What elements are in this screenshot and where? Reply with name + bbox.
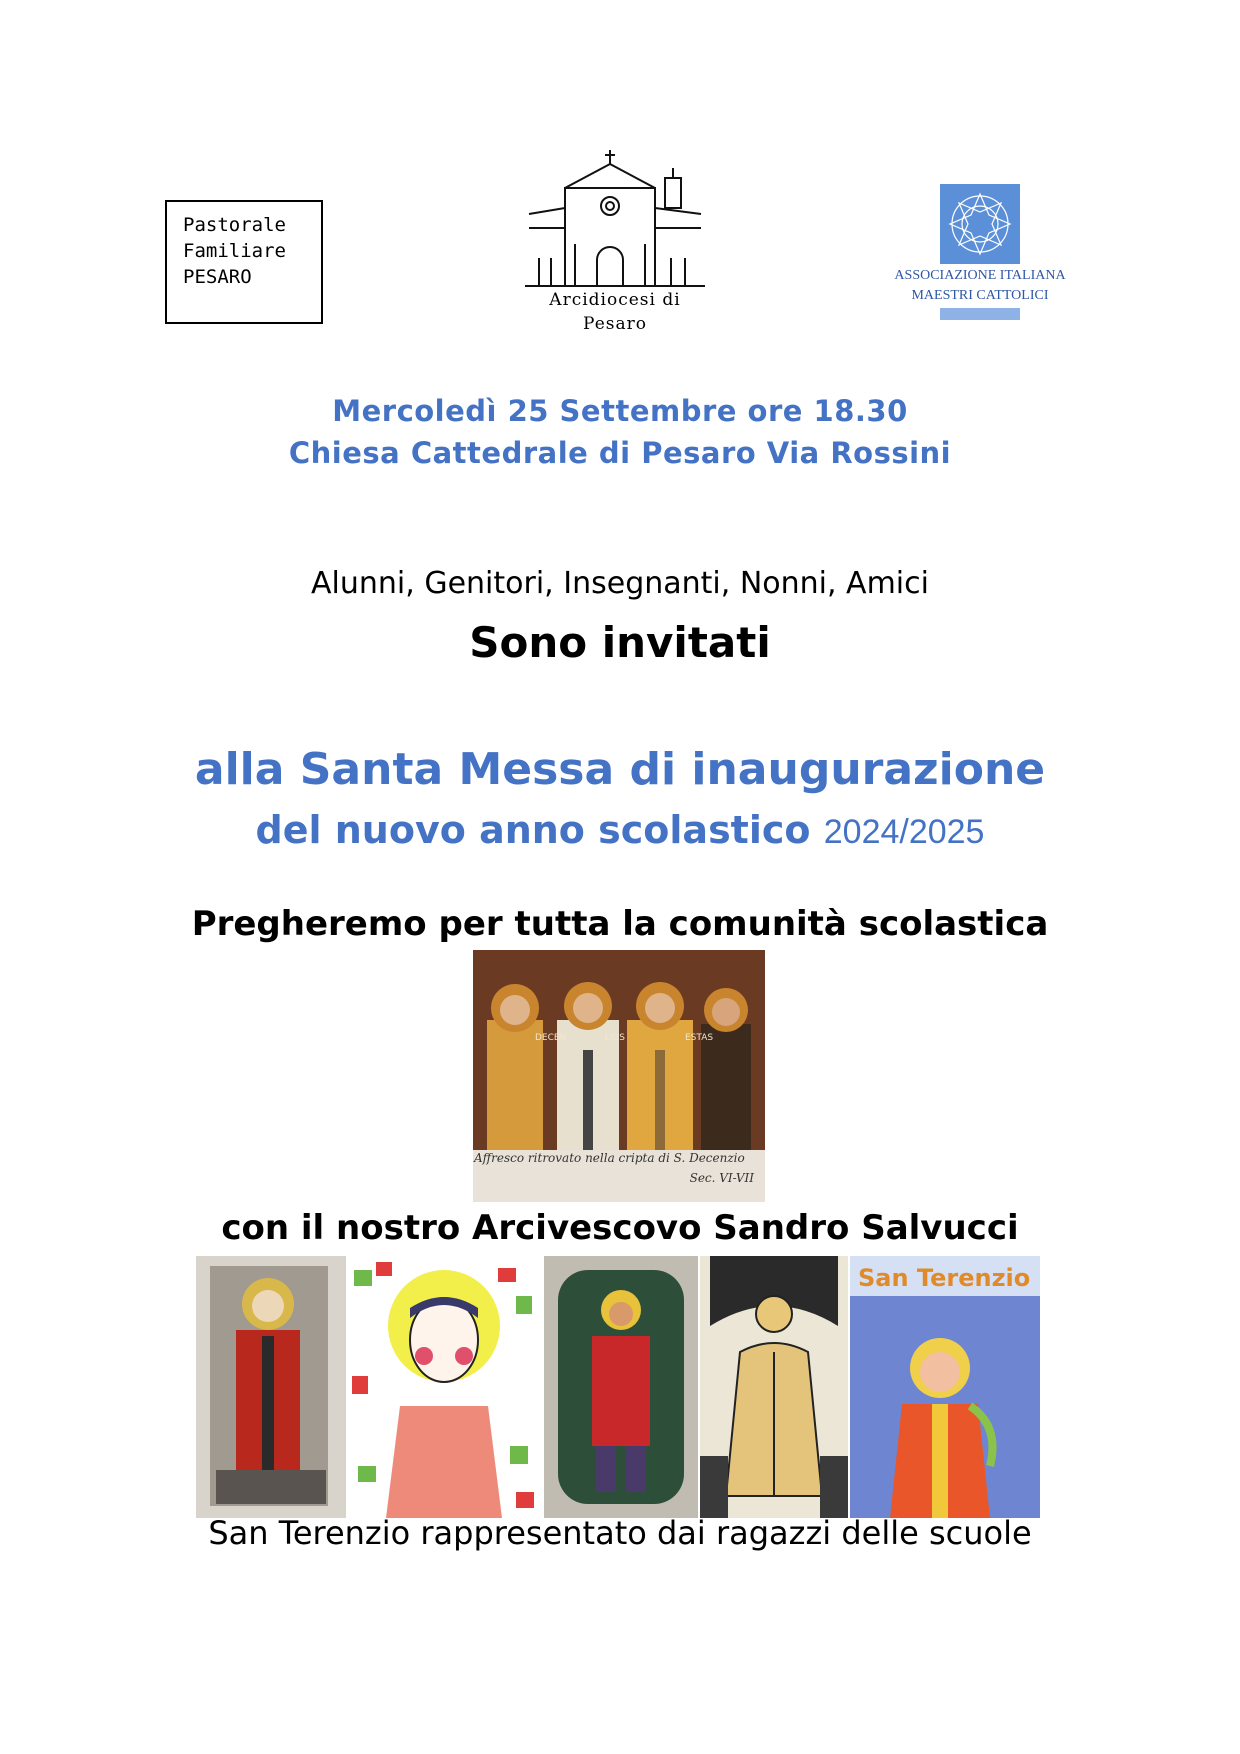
artwork-caption: San Terenzio rappresentato dai ragazzi delle scuole bbox=[208, 1514, 1032, 1552]
pastorale-line-1: Pastorale bbox=[183, 214, 286, 236]
aimc-bar bbox=[940, 308, 1020, 320]
fresco-label-3: ESTAS bbox=[685, 1033, 714, 1043]
aimc-label-1: ASSOCIAZIONE ITALIANA bbox=[894, 268, 1066, 283]
bishop-line: con il nostro Arcivescovo Sandro Salvucci bbox=[221, 1208, 1019, 1248]
event-date-time: Mercoledì 25 Settembre ore 18.30 bbox=[332, 394, 908, 428]
pastorale-line-2: Familiare bbox=[183, 240, 286, 262]
audience-line: Alunni, Genitori, Insegnanti, Nonni, Amici bbox=[311, 566, 929, 601]
fresco-caption-line-1: Affresco ritrovato nella cripta di S. Decenzio bbox=[474, 1151, 745, 1165]
prayer-line: Pregheremo per tutta la comunità scolastica bbox=[191, 904, 1049, 944]
fresco-label-1: DECEN bbox=[535, 1033, 567, 1043]
artwork-5 bbox=[850, 1256, 1040, 1518]
pastorale-line-3: PESARO bbox=[183, 266, 252, 288]
aimc-logo bbox=[880, 184, 1080, 324]
fresco-caption bbox=[474, 1148, 762, 1188]
school-year: 2024/2025 bbox=[823, 813, 985, 851]
artwork-2 bbox=[346, 1256, 542, 1518]
invited-heading: Sono invitati bbox=[469, 618, 771, 667]
arcidiocesi-label-2: Pesaro bbox=[583, 314, 647, 334]
mass-title-text: del nuovo anno scolastico bbox=[255, 808, 811, 852]
aimc-label-2: MAESTRI CATTOLICI bbox=[911, 288, 1049, 303]
artwork-3 bbox=[544, 1256, 698, 1518]
artwork-5-title: San Terenzio bbox=[858, 1264, 1031, 1292]
mass-title-line-1: alla Santa Messa di inaugurazione bbox=[194, 744, 1046, 795]
fresco-label-2: LIUS bbox=[605, 1033, 625, 1043]
aimc-star-icon bbox=[940, 184, 1020, 264]
artwork-4 bbox=[700, 1256, 848, 1518]
arcidiocesi-logo bbox=[520, 148, 710, 338]
cathedral-icon bbox=[525, 148, 705, 288]
fresco-caption-line-2: Sec. VI-VII bbox=[689, 1171, 754, 1185]
mass-title-line-2 bbox=[0, 808, 1240, 852]
event-place: Chiesa Cattedrale di Pesaro Via Rossini bbox=[288, 436, 952, 470]
arcidiocesi-label-1: Arcidiocesi di bbox=[549, 290, 681, 310]
pastorale-familiare-logo bbox=[165, 200, 323, 324]
artwork-1 bbox=[196, 1256, 346, 1518]
